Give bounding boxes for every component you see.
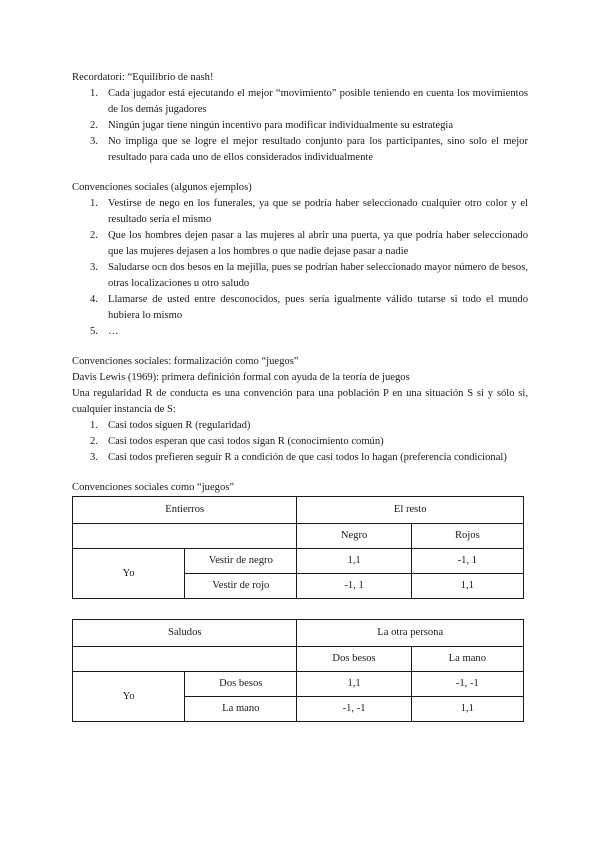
list-text: Casi todos esperan que casi todos sigan R (conocimiento común) xyxy=(108,436,384,447)
section-heading: Recordatori: “Equilibrio de nash! xyxy=(72,72,214,83)
list-number: 2. xyxy=(90,436,98,447)
section-nash-equilibrium xyxy=(72,70,528,166)
table-cell: -1, -1 xyxy=(297,697,411,722)
list-text: Vestirse de nego en los funerales, ya que se podría haber seleccionado cualquier otro color y el resultado sería el mismo xyxy=(108,198,528,225)
paragraph: Davis Lewis (1969): primera definición formal con ayuda de la teoría de juegos xyxy=(72,372,410,383)
list-text: Llamarse de usted entre desconocidos, pues sería igualmente válido tutarse si todo el mundo hubiera lo mismo xyxy=(108,294,528,321)
list-number: 3. xyxy=(90,262,98,273)
table-empty-cell xyxy=(73,647,297,672)
list-text: … xyxy=(108,326,119,337)
list-number: 1. xyxy=(90,88,98,99)
table-cell: -1, 1 xyxy=(297,574,411,599)
document-page xyxy=(72,70,528,722)
list-item xyxy=(72,134,528,166)
table-other-player-cell: La otra persona xyxy=(297,620,524,647)
list-item xyxy=(72,434,528,450)
table-cell: 1,1 xyxy=(297,672,411,697)
section-social-conventions-examples xyxy=(72,180,528,340)
list-text: Ningún jugar tiene ningún incentivo para modificar individualmente su estrategia xyxy=(108,120,454,131)
table-cell: 1,1 xyxy=(411,697,523,722)
table-cell: 1,1 xyxy=(297,549,411,574)
table-cell: -1, -1 xyxy=(411,672,523,697)
list-text: Saludarse ocn dos besos en la mejilla, pues se podrían haber seleccionado mayor número de besos, otras localizaciones u otro saludo xyxy=(108,262,528,289)
list-item xyxy=(72,86,528,118)
table-col-header: Negro xyxy=(297,524,411,549)
list-item xyxy=(72,292,528,324)
payoff-table-greetings xyxy=(72,619,524,722)
table-empty-cell xyxy=(73,524,297,549)
list-item xyxy=(72,118,528,134)
list-item xyxy=(72,228,528,260)
table-col-header: La mano xyxy=(411,647,523,672)
paragraph: Una regularidad R de conducta es una convención para una población P en una situación S si y sólo si, cualquier instancia de S: xyxy=(72,388,528,415)
section-heading: Convenciones sociales: formalización como “juegos” xyxy=(72,356,299,367)
table-row-header: Vestir de negro xyxy=(185,549,297,574)
list-number: 5. xyxy=(90,326,98,337)
list-text: Casi todos prefieren seguir R a condición de que casi todos lo hagan (preferencia condicional) xyxy=(108,452,507,463)
table-title-cell: Entierros xyxy=(73,497,297,524)
table-row-header: La mano xyxy=(185,697,297,722)
table-col-header: Dos besos xyxy=(297,647,411,672)
list-text: No impliga que se logre el mejor resultado conjunto para los participantes, sino solo el mejor resultado para cada uno de ellos considerados individualmente xyxy=(108,136,528,163)
section-heading: Convenciones sociales (algunos ejemplos) xyxy=(72,182,252,193)
list-number: 2. xyxy=(90,120,98,131)
list-number: 2. xyxy=(90,230,98,241)
list-item xyxy=(72,450,528,466)
table-row-header: Dos besos xyxy=(185,672,297,697)
list-item xyxy=(72,260,528,292)
list-number: 1. xyxy=(90,198,98,209)
list-item xyxy=(72,196,528,228)
list-text: Casi todos siguen R (regularidad) xyxy=(108,420,251,431)
section-heading: Convenciones sociales como “juegos” xyxy=(72,482,235,493)
list-text: Que los hombres dejen pasar a las mujeres al abrir una puerta, ya que podría haber seleccionado que las mujeres dejasen a los hombres o que nadie dejase pasar a nadie xyxy=(108,230,528,257)
table-title-cell: Saludos xyxy=(73,620,297,647)
list-number: 4. xyxy=(90,294,98,305)
list-number: 1. xyxy=(90,420,98,431)
numbered-list xyxy=(72,86,528,166)
table-player-cell: Yo xyxy=(73,549,185,599)
table-cell: 1,1 xyxy=(411,574,523,599)
list-text: Cada jugador está ejecutando el mejor “movimiento” posible teniendo en cuenta los movimientos de los demás jugadores xyxy=(108,88,528,115)
table-cell: -1, 1 xyxy=(411,549,523,574)
payoff-table-funerals xyxy=(72,496,524,599)
list-number: 3. xyxy=(90,136,98,147)
table-other-player-cell: El resto xyxy=(297,497,524,524)
list-item xyxy=(72,418,528,434)
numbered-list xyxy=(72,418,528,466)
table-row-header: Vestir de rojo xyxy=(185,574,297,599)
numbered-list xyxy=(72,196,528,340)
table-player-cell: Yo xyxy=(73,672,185,722)
section-formalization xyxy=(72,354,528,466)
list-item xyxy=(72,324,528,340)
table-col-header: Rojos xyxy=(411,524,523,549)
list-number: 3. xyxy=(90,452,98,463)
